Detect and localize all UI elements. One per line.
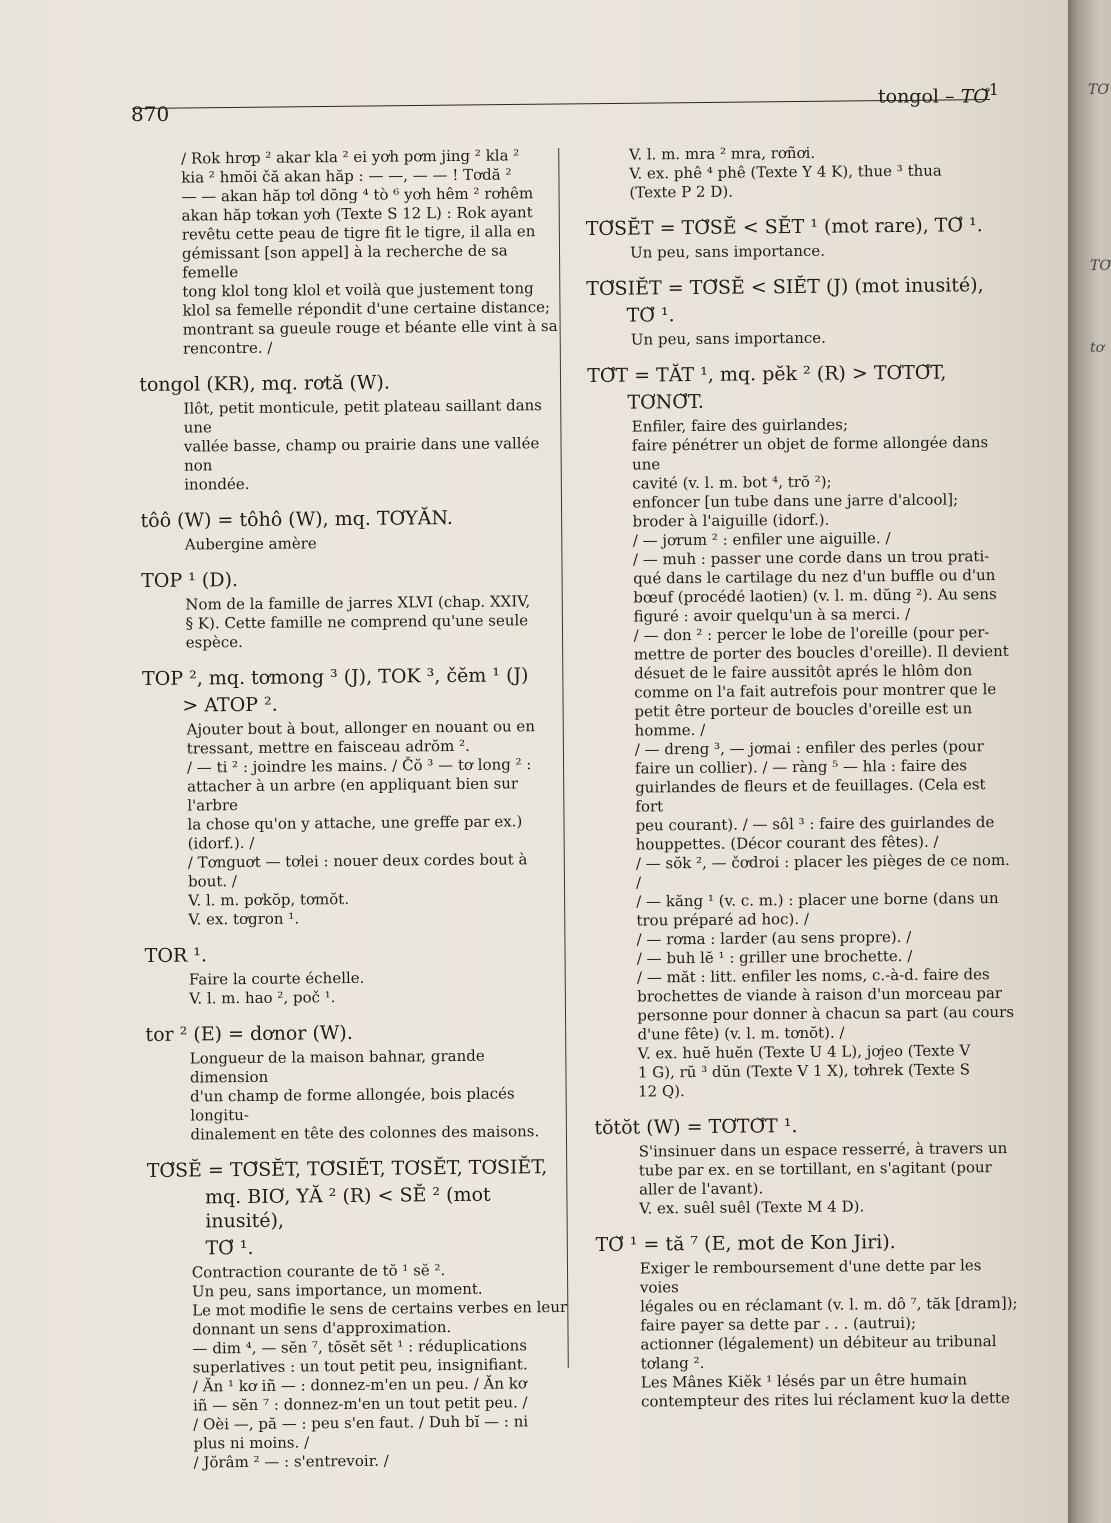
text-line: légales ou en réclamant (v. l. m. dô ⁷, tăk [dram]); (640, 1293, 1018, 1316)
entry-tose (147, 1155, 570, 1473)
running-head-sep: – (939, 85, 961, 108)
text-line: Ilôt, petit monticule, petit plateau saillant dans une (183, 396, 543, 437)
text-line: / — rơma : larder (au sens propre). / (636, 927, 912, 949)
headword-continued: > ATOP ². (182, 693, 278, 717)
headword: TƠ̆ ¹ = tă ⁷ (E, mot de Kon Jiri). (595, 1231, 896, 1256)
headword: TOP ¹ (D). (141, 569, 239, 592)
text-line: V. l. m. pơkŏp, tơmŏt. (188, 889, 350, 910)
text-line: d'un champ de forme allongée, bois placés longitu- (190, 1084, 515, 1125)
text-line: d'une fête) (v. l. m. tơnŏt). / (637, 1023, 845, 1044)
text-line: homme. / (634, 720, 706, 740)
definition (595, 1139, 1021, 1219)
text-line: / Oèi —, pă — : peu s'en faut. / Duh bĭ — : ni (193, 1412, 529, 1434)
text-line: guirlandes de fleurs et de feuillages. (Cela est fort (635, 775, 986, 816)
text-line: broder à l'aiguille (idorf.). (632, 510, 830, 531)
continued-entry (137, 146, 559, 359)
headword: TOP ², mq. tơmong ³ (J), TOK ³, čĕm ¹ (J) (141, 664, 529, 690)
text-line: Ajouter bout à bout, allonger en nouant ou en (186, 717, 536, 739)
definition (139, 396, 560, 495)
text-line: trou préparé ad hoc). / (636, 909, 810, 930)
text-line: / Ăn ¹ kơ iñ — : donnez-m'en un peu. / Ăn kơ (192, 1374, 527, 1396)
text-line: V. ex. phê ⁴ phê (Texte Y 4 K), thue ³ thua (629, 161, 942, 183)
text-line: / Tơnguơt — tơlei : nouer deux cordes bout à (187, 850, 528, 872)
definition (142, 717, 564, 930)
text-line: attacher à un arbre (en appliquant bien sur l'arbre (187, 774, 519, 815)
text-line: V. ex. huĕ huĕn (Texte U 4 L), jơjeo (Texte V (637, 1041, 971, 1063)
entry-tor1 (145, 940, 566, 1009)
text-line: montrant sa gueule rouge et béante elle vint à sa (182, 316, 558, 339)
text-line: / Jŏrâm ² — : s'entrevoir. / (193, 1451, 389, 1472)
text-line: Enfiler, faire des guirlandes; (631, 415, 849, 436)
text-line: houppettes. (Décor courant des fêtes). / (635, 832, 939, 854)
definition (145, 967, 565, 1009)
text-line: actionner (légalement) un débiteur au tribunal (640, 1332, 997, 1354)
definition (141, 532, 561, 555)
headword: tongol (KR), mq. rơtă (W). (139, 371, 390, 396)
text-line: brochettes de viande à raison d'un morceau par (637, 984, 1003, 1006)
text-line: / — kăng ¹ (v. c. m.) : placer une borne (dans un (636, 889, 999, 911)
text-line: iñ — sĕn ⁷ : donnez-m'en un tout petit peu. / (192, 1393, 528, 1415)
text-line: mettre de porter des boucles d'oreille). Il devient (633, 641, 1009, 664)
text-line: plus ni moins. / (193, 1433, 310, 1453)
text-line: Un peu, sans importance, un moment. (191, 1279, 483, 1301)
gutter-letters: TƠ (1088, 82, 1109, 98)
text-line: rencontre. / (182, 338, 273, 358)
text-line: inondée. (184, 474, 250, 494)
text-line: akan hăp tơkan yơh (Texte S 12 L) : Rok ayant (181, 203, 533, 225)
text-line: V. ex. suêl suêl (Texte M 4 D). (639, 1197, 865, 1218)
text-line: Un peu, sans importance. (630, 328, 826, 349)
entry-tot (587, 360, 1019, 1102)
text-line: S'insinuer dans un espace resserré, à travers un (638, 1138, 1008, 1161)
headword: TƠ̆T = TĂT ¹, mq. pĕk ² (R) > TƠTƠ̆T, (587, 361, 947, 387)
entry-tosiet (586, 273, 1012, 350)
text-line: enfoncer [un tube dans une jarre d'alcool]; (632, 490, 959, 512)
left-column (137, 146, 570, 1487)
gutter-letters: tơ (1090, 340, 1105, 356)
headword-continued: mq. BIƠ, YĂ ² (R) < SĔ ² (mot inusité), (204, 1183, 491, 1233)
text-line: comme on l'a fait autrefois pour montrer que le (634, 680, 997, 702)
definition (146, 1046, 567, 1145)
text-line: peu courant). / — sôl ³ : faire des guirlandes de (635, 813, 995, 835)
entry-tongol (139, 369, 560, 495)
headword-continued: TƠ̆ ¹. (626, 304, 675, 327)
headword-continued: TƠNƠ̆T. (627, 390, 704, 414)
header-rule (132, 99, 990, 109)
text-line: V. l. m. hao ², poč ¹. (189, 988, 336, 1008)
text-line: Contraction courante de tŏ ¹ sĕ ². (191, 1261, 446, 1282)
text-line: V. l. m. mra ² mra, rơñơi. (628, 143, 816, 164)
text-line: / — măt : litt. enfiler les noms, c.-à-d. faire des (636, 965, 990, 987)
text-line: Les Mânes Kiĕk ¹ lésés par un être humain (640, 1370, 968, 1392)
headword: tôô (W) = tôhô (W), mq. TƠYĂN. (140, 506, 454, 532)
text-line: bœuf (procédé laotien) (v. l. m. dŭng ²). Au sens (633, 585, 997, 607)
text-line: / — sŏk ², — čơdroi : placer les pièges de ce nom. / (635, 850, 1010, 892)
entry-top2 (142, 663, 565, 930)
running-head-sup: 1 (988, 80, 999, 99)
entry-tor2 (145, 1019, 566, 1145)
text-line: bout. / (187, 872, 238, 891)
text-line: / — dreng ³, — jơmai : enfiler des perles (pour (634, 737, 984, 759)
text-line: 1 G), rŭ ³ dŭn (Texte V 1 X), tơhrek (Texte S (637, 1060, 971, 1082)
entry-top1 (141, 565, 562, 653)
text-line: faire pénétrer un objet de forme allongée dans une (631, 433, 989, 474)
text-line: / — don ² : percer le lobe de l'oreille (pour per- (633, 623, 990, 645)
text-line: Faire la courte échelle. (188, 968, 365, 989)
text-line: / — ti ² : joindre les mains. / Čŏ ³ — tơ long ² : (186, 755, 532, 777)
running-head-entry: TƠ̆ (960, 85, 989, 108)
headword-continued: TƠ̆ ¹. (205, 1236, 254, 1260)
text-line: vallée basse, champ ou prairie dans une vallée non (183, 434, 540, 475)
text-line: aller de l'avant). (638, 1179, 764, 1199)
text-line: Un peu, sans importance. (629, 241, 826, 262)
definition (141, 592, 562, 653)
continued-entry (585, 142, 1011, 203)
text-line: / — muh : passer une corde dans un trou prati- (632, 547, 990, 569)
text-line: (Texte P 2 D). (629, 182, 734, 202)
text-line: tube par ex. en se tortillant, en s'agitant (pour (638, 1158, 992, 1180)
definition (596, 1256, 1022, 1412)
headword: tor ² (E) = dơnor (W). (145, 1021, 353, 1046)
text-line: revêtu cette peau de tigre fit le tigre, il alla en (181, 222, 536, 244)
text-line: 12 Q). (637, 1082, 685, 1101)
text-line: superlatives : un tout petit peu, insignifiant. (192, 1355, 528, 1377)
entry-too (140, 505, 560, 555)
next-page-edge (1068, 0, 1111, 1523)
headword: TƠ̆SIĔT = TƠ̆SĔ < SIĔT (J) (mot inusité), (586, 274, 984, 300)
text-line: la chose qu'on y attache, une greffe par ex.) (idorf.). / (187, 812, 523, 853)
text-line: petit être porteur de boucles d'oreille est un (634, 699, 973, 721)
text-line: Longueur de la maison bahnar, grande dimension (189, 1046, 485, 1087)
text-line: — dim ⁴, — sĕn ⁷, tŏsĕt sĕt ¹ : réduplications (192, 1336, 528, 1358)
text-line: / Rok hrơp ² akar kla ² ei yơh pơm jing ² kla ² (180, 146, 520, 168)
gutter-letters: TƠ (1090, 258, 1111, 274)
text-line: dinalement en tête des colonnes des maisons. (190, 1122, 540, 1144)
right-column (585, 142, 1022, 1426)
text-line: personne pour donner à chacun sa part (au cours (637, 1002, 1015, 1025)
text-line: faire payer sa dette par . . . (autrui); (640, 1313, 917, 1335)
entry-to1 (595, 1229, 1022, 1412)
text-line: tơlang ². (640, 1353, 705, 1373)
running-head (878, 80, 999, 107)
text-line: qué dans le cartilage du nez d'un buffle ou d'un (633, 566, 996, 588)
text-line: / — jơrum ² : enfiler une aiguille. / (632, 529, 891, 550)
definition (588, 414, 1020, 1102)
running-head-word: tongol (878, 85, 939, 108)
entry-toset (586, 213, 1011, 263)
headword: TƠ̆SĔ = TƠ̆SĔT, TƠ̆SIĔT, TƠSĔT, TƠSIĔT, (146, 1156, 548, 1182)
text-line: klol sa femelle répondit d'une certaine distance; (182, 298, 551, 320)
text-line: Le mot modifie le sens de certains verbes en leur (192, 1297, 568, 1320)
text-line: donnant un sens d'approximation. (192, 1318, 452, 1339)
text-line: figuré : avoir quelqu'un à sa merci. / (633, 604, 911, 626)
headword: TƠ̆SĔT = TƠ̆SĔ < SĔT ¹ (mot rare), TƠ̆ ¹. (585, 214, 983, 240)
definition (586, 240, 1011, 263)
text-line: § K). Cette famille ne comprend qu'une seule (185, 611, 529, 633)
text-line: — — akan hăp tơl dŏng ⁴ tò ⁶ yơh hêm ² rơhêm (181, 184, 534, 206)
text-line: / — buh lĕ ¹ : griller une brochette. / (636, 946, 913, 968)
text-line: Aubergine amère (184, 534, 317, 554)
text-line: V. ex. tơgron ¹. (188, 909, 300, 929)
definition (148, 1260, 570, 1473)
headword: tŏtŏt (W) = TƠTƠ̆T ¹. (594, 1115, 798, 1139)
text-line: gémissant [son appel] à la recherche de sa femelle (181, 241, 508, 282)
page-number: 870 (131, 102, 170, 126)
definition (587, 327, 1012, 350)
text-line: faire un collier). / — ràng ⁵ — hla : faire des (634, 756, 968, 778)
text-line: espèce. (185, 633, 243, 652)
text-line: Exiger le remboursement d'une dette par les voies (639, 1256, 982, 1297)
text-line: tressant, mettre en faisceau adrŏm ². (186, 736, 470, 758)
text-line: kia ² hmŏi čă akan hăp : — —, — — ! Tơdă ² (181, 165, 512, 187)
text-line: cavité (v. l. m. bot ⁴, trŏ ²); (632, 472, 832, 493)
entry-totot (594, 1112, 1020, 1219)
headword: TOR ¹. (144, 944, 208, 967)
text-line: désuet de le faire aussitôt aprés le hlôm don (633, 661, 973, 683)
text-line: Nom de la famille de jarres XLVI (chap. XXIV, (185, 592, 531, 614)
text-line: tong klol tong klol et voilà que justement tong (182, 279, 534, 301)
text-line: contempteur des rites lui réclament kuơ la dette (640, 1388, 1010, 1411)
